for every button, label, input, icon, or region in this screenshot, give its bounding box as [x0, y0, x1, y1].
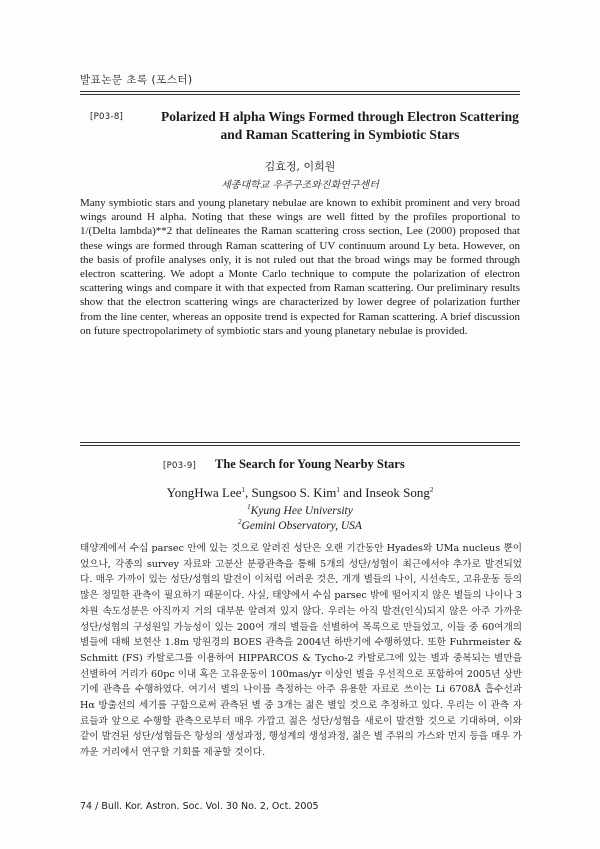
paper2-affiliation-2 [80, 518, 520, 532]
header-rule [80, 91, 520, 92]
author-3-sup: 2 [429, 486, 434, 494]
paper1-abstract: Many symbiotic stars and young planetary nebulae are known to exhibit prominent and very broad wings around H alpha. Noting that these wings are well fitted by the profiles proportional to 1/(Delta lambda)**2 that delineates the Raman scattering cross section, Lee (2000) proposed that these wings are formed through Raman scattering of UV continuum around Ly beta. However, on the basis of profile analyses only, it is not ruled out that the broad wings may be formed through electron scattering. We adopt a Monte Carlo technique to compute the polarization of electron scattering wings and compare it with that expected from Raman scattering. Our preliminary results show that the electron scattering wings are characterized by lower degree of polarization further from the line center, whereas an opposite trend is expected for Raman scattering. A brief discussion on future spectropolarimety of symbiotic stars and young planetary nebulae is provided. [80, 197, 520, 337]
author-2-sup: 1 [336, 486, 340, 494]
section-header: 발표논문 초록 (포스터) [80, 74, 193, 86]
affiliation-2-sup: 2 [238, 518, 242, 526]
affiliation-1-sup: 1 [247, 503, 251, 511]
paper2-affiliation-1 [80, 503, 520, 517]
page-footer: 74 / Bull. Kor. Astron. Soc. Vol. 30 No. 2, Oct. 2005 [80, 801, 319, 812]
author-3: and Inseok Song [339, 485, 430, 500]
author-1: YongHwa Lee [166, 485, 242, 500]
paper1-title: Polarized H alpha Wings Formed through Electron Scattering and Raman Scattering in Symbiotic Stars [161, 109, 519, 142]
paper2-authors [80, 485, 520, 501]
paper1-code: [P03-8] [90, 112, 124, 122]
author-2: , Sungsoo S. Kim [245, 485, 337, 500]
paper1-authors: 김효정, 이희원 [264, 160, 336, 173]
affiliation-2-name: Gemini Observatory, USA [241, 520, 362, 532]
paper1-affiliation: 세종대학교 우주구조와진화연구센터 [221, 180, 379, 191]
paper2-title: The Search for Young Nearby Stars [215, 457, 405, 471]
affiliation-1-name: Kyung Hee University [250, 505, 353, 517]
paper2-abstract: 태양계에서 수십 parsec 안에 있는 것으로 알려진 성단은 오랜 기간동안 Hyades와 UMa nucleus 뿐이었으나, 각종의 survey 자료와 고분산 분광관측을 통해 5개의 성단/성협이 최근에서야 추가로 발견되었다. 매우 가까이 있는 성단/성협의 발견이 이처럼 어려운 것은, 개개 별들의 나이, 시선속도, 고유운동 등의 많은 정밀한 관측이 필요하기 때문이다. 사실, 태양에서 수십 parsec 밖에 떨어지지 않은 별들의 나이나 3차원 속도성분은 아직까지 거의 대부분 알려져 있지 않다. 우리는 아직 발견(인식)되지 않은 아주 가까운 성단/성협의 구성원일 가능성이 있는 200여 개의 별들을 선별하여 목록으로 만들었고, 이들 중 60여개의 별들에 대해 보현산 1.8m 망원경의 BOES 관측을 2004년 하반기에 수행하였다. 또한 Fuhrmeister & Schmitt (FS) 카탈로그를 이용하여 HIPPARCOS & Tycho-2 카탈로그에 있는 별과 중복되는 별만을 선별하여 거리가 60pc 이내 혹은 고유운동이 100mas/yr 이상인 별을 우선적으로 포함하여 2005년 상반기에 관측을 수행하였다. 여기서 별의 나이를 측정하는 아주 유용한 자료로 쓰이는 Li 6708Å 흡수선과 Hα 방출선의 세기를 구함으로써 관측된 별 중 3개는 젊은 별일 것으로 추정하고 있다. 우리는 이 관측 자료들과 앞으로 수행할 관측으로부터 매우 가깝고 젊은 성단/성협을 새로이 발견할 것으로 기대하며, 이와 같이 발견된 성단/성협들은 항성의 생성과정, 행성계의 생성과정, 젊은 별 주위의 가스와 먼지 등을 매우 가까운 거리에서 연구할 기회를 제공할 것이다. [80, 543, 522, 759]
section-divider [80, 442, 520, 443]
author-1-sup: 1 [241, 486, 246, 494]
paper2-code: [P03-9] [163, 461, 197, 471]
